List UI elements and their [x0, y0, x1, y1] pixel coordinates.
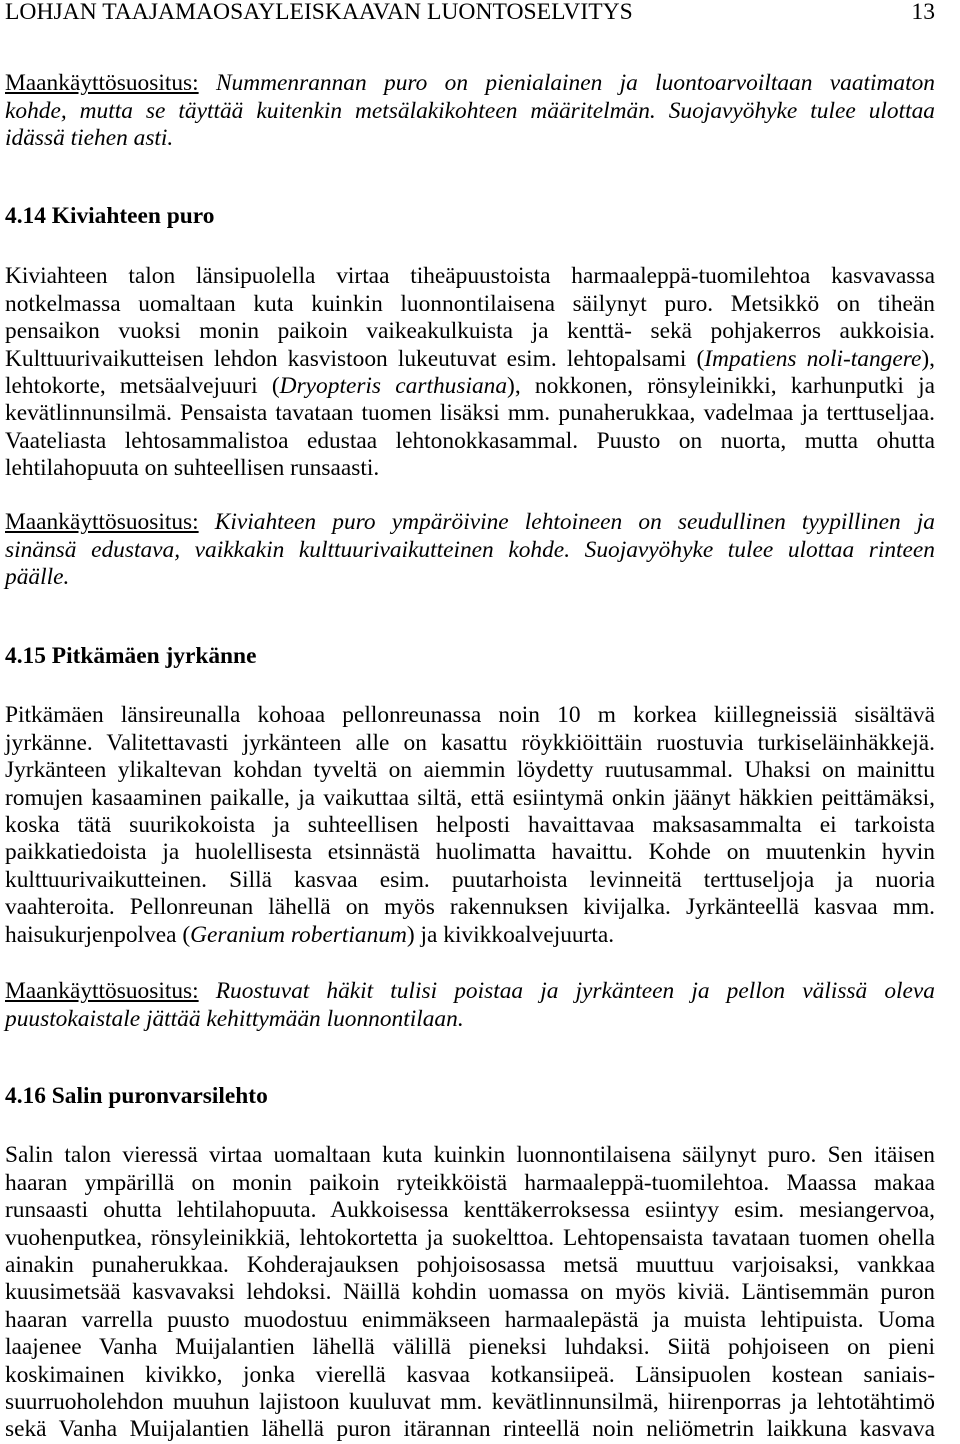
land-use-recommendation [5, 978, 935, 1033]
text-line [5, 70, 935, 97]
text-line: haaran ympärillä on monin paikoin ryteikköistä harmaaleppä-tuomilehtoa. Maassa makaa [5, 1169, 935, 1196]
text-segment: Kiviahteen puro ympäröivine lehtoineen on seudullinen tyypillinen ja [198, 509, 935, 536]
section-heading: 4.15 Pitkämäen jyrkänne [5, 643, 257, 670]
text-line: sinänsä edustava, vaikkakin kulttuurivaikutteinen kohde. Suojavyöhyke tulee ulottaa rinteen [5, 536, 935, 563]
text-line: sekä Vanha Muijalantien lähellä puron itärannan rinteellä noin neliömetrin laikkuna kasvava [5, 1416, 935, 1443]
text-line [5, 922, 935, 949]
text-line [5, 509, 935, 536]
species-name: Geranium robertianum [190, 921, 407, 948]
species-name: Dryopteris carthusiana [279, 372, 508, 399]
text-line: suurruoholehdon muuhun lajistoon kuuluvat mm. kevätlinnunsilmä, hiirenporras ja lehtotähtimö [5, 1388, 935, 1415]
text-line: vaahteroita. Pellonreunan lähellä on myös rakennuksen kivijalka. Jyrkänteellä kasvaa mm. [5, 894, 935, 921]
text-line: koska tätä suurikokoista ja suhteellisen helposti havaittavaa maksasammalta ei tarkoista [5, 811, 935, 838]
text-line [5, 373, 935, 400]
text-line: Kiviahteen talon länsipuolella virtaa tiheäpuustoista harmaaleppä-tuomilehtoa kasvavassa [5, 263, 935, 290]
section-heading: 4.16 Salin puronvarsilehto [5, 1083, 268, 1110]
text-segment: Ruostuvat häkit tulisi poistaa ja jyrkänteen ja pellon välissä oleva [198, 978, 935, 1005]
text-line: pensaikon vuoksi monin paikoin vaikeakulkuista ja kenttä- sekä pohjakerros aukkoisia. [5, 318, 935, 345]
text-line: notkelmassa uomaltaan kuta kuinkin luonnontilaisena säilynyt puro. Metsikkö on tiheän [5, 290, 935, 317]
report-title: LOHJAN TAAJAMAOSAYLEISKAAVAN LUONTOSELVITYS [5, 0, 633, 25]
text-line: vuohenputkea, rönsyleinikkiä, lehtokortetta ja suokelttoa. Lehtopensaista tavataan tuomen ohella [5, 1224, 935, 1251]
section-description [5, 263, 935, 482]
text-line: päälle. [5, 564, 70, 591]
text-line: haaran varrella puusto muodostuu enimmäkseen harmaalepästä ja muista lehtipuista. Uoma [5, 1306, 935, 1333]
section-heading: 4.14 Kiviahteen puro [5, 203, 215, 230]
text-segment: lehtokorte, metsäalvejuuri ( [5, 372, 280, 399]
species-name: Impatiens noli-tangere [704, 345, 922, 372]
text-line: romujen kasaaminen paikalle, ja vaikuttaa siltä, että esiintymä onkin jäänyt häkkien peittämäksi, [5, 784, 935, 811]
section-description [5, 702, 935, 949]
text-segment: ), [921, 345, 936, 372]
text-line: lehtilahopuuta on suhteellisen runsaasti. [5, 455, 380, 482]
text-segment: Kulttuurivaikutteisen lehdon kasvistoon lukeutuvat esim. lehtopalsami ( [5, 345, 705, 372]
text-line: kuusimetsää kasvavaksi lehdoksi. Näillä kohdin uomassa on myös kiviä. Läntisemmän puron [5, 1279, 935, 1306]
land-use-recommendation [5, 509, 935, 591]
text-line [5, 978, 935, 1005]
text-line: jyrkänne. Valitettavasti jyrkänteen alle on kasattu röykkiöittäin ruostuvia turkiseläinhäkkejä. [5, 729, 935, 756]
text-line: Pitkämäen länsireunalla kohoaa pellonreunassa noin 10 m korkea kiillegneissiä sisältävä [5, 702, 935, 729]
text-segment: ) ja kivikkoalvejuurta. [406, 921, 615, 948]
section-description [5, 1142, 935, 1443]
page-header [5, 0, 935, 24]
text-line [5, 346, 935, 373]
recommendation-label: Maankäyttösuositus: [5, 978, 199, 1005]
text-line: Jyrkänteen ylikaltevan kohdan tyveltä on aiemmin löydetty ruutusammal. Uhaksi on mainittu [5, 757, 935, 784]
text-line: Salin talon vieressä virtaa uomaltaan kuta kuinkin luonnontilaisena säilynyt puro. Sen itäisen [5, 1142, 935, 1169]
text-line: ainakin punaherukkaa. Kohderajauksen pohjoisosassa metsä muuttuu varjoisaksi, vankkaa [5, 1251, 935, 1278]
text-line: kohde, mutta se täyttää kuitenkin metsälakikohteen määritelmän. Suojavyöhyke tulee ulottaa [5, 97, 935, 124]
text-segment: haisukurjenpolvea ( [5, 921, 191, 948]
text-line: koskimainen kivikko, jonka vierellä kasvaa kotkansiipeä. Länsipuolen kostean saniais- [5, 1361, 935, 1388]
land-use-recommendation [5, 70, 935, 152]
text-segment: ), nokkonen, rönsyleinikki, karhunputki ja [507, 372, 935, 399]
text-line: puustokaistale jättää kehittymään luonnontilaan. [5, 1005, 464, 1032]
text-line: kulttuurivaikutteinen. Sillä kasvaa esim. puutarhoista levinneitä terttuseljoja ja nuoria [5, 866, 935, 893]
text-line: laajenee Vanha Muijalantien lähellä välillä pieneksi luhdaksi. Siitä pohjoiseen on pieni [5, 1334, 935, 1361]
text-line: runsaasti ohutta lehtilahopuuta. Aukkoisessa kenttäkerroksessa esiintyy esim. mesiangervoa, [5, 1197, 935, 1224]
text-line: Vaateliasta lehtosammalistoa edustaa lehtonokkasammal. Puusto on nuorta, mutta ohutta [5, 427, 935, 454]
text-segment: Nummenrannan puro on pienialainen ja luontoarvoiltaan vaatimaton [198, 70, 935, 97]
page-number: 13 [911, 0, 935, 25]
text-line: kevätlinnunsilmä. Pensaista tavataan tuomen lisäksi mm. punaherukkaa, vadelmaa ja terttuseljaa. [5, 400, 935, 427]
recommendation-label: Maankäyttösuositus: [5, 70, 199, 97]
text-line: paikkatiedoista ja huolellisesta etsinnästä huolimatta havaittu. Kohde on muutenkin hyvin [5, 839, 935, 866]
recommendation-label: Maankäyttösuositus: [5, 509, 199, 536]
text-line: idässä tiehen asti. [5, 125, 174, 152]
